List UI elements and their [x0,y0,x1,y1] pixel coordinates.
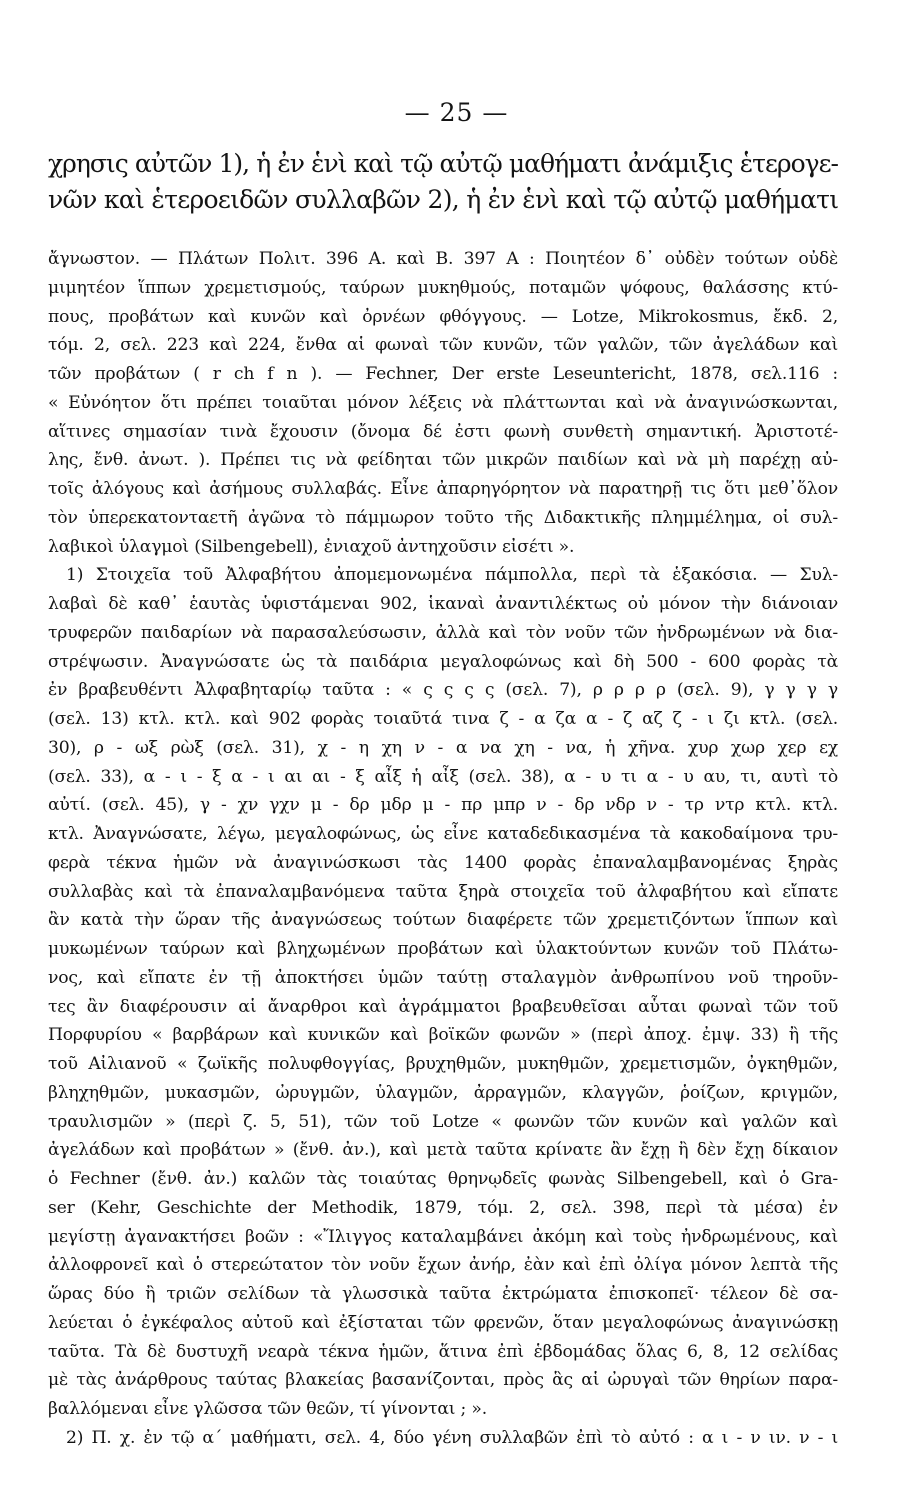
footnote-line: τὸν ὑπερεκατονταετῆ ἀγῶνα τὸ πάμμωρον τοῦτο τῆς Διδακτικῆς πλημμέλημα, οἱ συλ- [48,507,838,528]
footnote-line: τραυλισμῶν » (περὶ ζ. 5, 51), τῶν τοῦ Lotze « φωνῶν τῶν κυνῶν καὶ γαλῶν καὶ [48,1111,838,1132]
footnote-line: λαβαὶ δὲ καθ᾽ ἑαυτὰς ὑφιστάμεναι 902, ἱκαναὶ ἀναντιλέκτως οὐ μόνον τὴν διάνοιαν [48,594,838,614]
footnote-line: Πορφυρίου « βαρβάρων καὶ κυνικῶν καὶ βοϊκῶν φωνῶν » (περὶ ἀποχ. ἐμψ. 33) ἢ τῆς [48,1025,838,1046]
footnote-line: 30), ρ - ωξ ρὼξ (σελ. 31), χ - η χη ν - α να χη - να, ἡ χῆνα. χυρ χωρ χερ εχ [48,737,838,758]
footnote-line: « Εὐνόητον ὅτι πρέπει τοιαῦται μόνον λέξεις νὰ πλάττωνται καὶ νὰ ἀναγινώσκωνται, [48,392,838,413]
footnotes [48,245,838,1453]
footnote-line: τρυφερῶν παιδαρίων νὰ παρασαλεύσωσιν, ἀλλὰ καὶ τὸν νοῦν τῶν ἠνδρωμένων νὰ δια- [48,622,838,643]
footnote-line: μιμητέον ἵππων χρεμετισμούς, ταύρων μυκηθμούς, ποταμῶν ψόφους, θαλάσσης κτύ- [48,277,838,298]
footnote-line: (σελ. 13) κτλ. κτλ. καὶ 902 φορὰς τοιαῦτά τινα ζ - α ζα α - ζ αζ ζ - ι ζι κτλ. (σελ. [48,709,838,729]
footnote-line: τοῖς ἀλόγους καὶ ἀσήμους συλλαβάς. Εἶνε ἀπαρηγόρητον νὰ παρατηρῇ τις ὅτι μεθ᾽ὅλον [48,479,838,499]
footnote-line: ἂν κατὰ τὴν ὥραν τῆς ἀναγνώσεως τούτων διαφέρετε τῶν χρεμετιζόντων ἵππων καὶ [48,910,838,931]
footnote-line: ser (Kehr, Geschichte der Methodik, 1879, τόμ. 2, σελ. 398, περὶ τὰ μέσα) ἐν [48,1197,838,1218]
footnote-2-start: 2) Π. χ. ἐν τῷ α΄ μαθήματι, σελ. 4, δύο γένη συλλαβῶν ἐπὶ τὸ αὐτό : α ι - ν ιν. ν - ι [66,1427,838,1448]
footnote-line: ἀγελάδων καὶ προβάτων » (ἔνθ. ἀν.), καὶ μετὰ ταῦτα κρίνατε ἂν ἔχῃ ἢ δὲν ἔχῃ δίκαιον [48,1140,838,1161]
footnote-line: κτλ. Ἀναγνώσατε, λέγω, μεγαλοφώνως, ὡς εἶνε καταδεδικασμένα τὰ κακοδαίμονα τρυ- [48,824,838,844]
footnote-line: (σελ. 33), α - ι - ξ α - ι αι αι - ξ αἶξ ἡ αἶξ (σελ. 38), α - υ τι α - υ αυ, τι, αυτὶ τὸ [48,766,838,787]
footnote-line: βαλλόμεναι εἶνε γλῶσσα τῶν θεῶν, τί γίνονται ; ». [48,1399,487,1419]
main-text-line: χρησις αὐτῶν 1), ἡ ἐν ἑνὶ καὶ τῷ αὐτῷ μαθήματι ἀνάμιξις ἑτερογε- [48,149,838,178]
footnote-line: λεύεται ὁ ἐγκέφαλος αὐτοῦ καὶ ἐξίσταται τῶν φρενῶν, ὅταν μεγαλοφώνως ἀναγινώσκῃ [48,1312,838,1333]
footnote-line: ἄγνωστον. — Πλάτων Πολιτ. 396 Α. καὶ Β. 397 Α : Ποιητέον δ᾽ οὐδὲν τούτων οὐδὲ [48,249,838,269]
footnote-line: λης, ἔνθ. ἀνωτ. ). Πρέπει τις νὰ φείδηται τῶν μικρῶν παιδίων καὶ νὰ μὴ παρέχῃ αὐ- [48,450,838,471]
page-number: — 25 — [404,98,509,127]
footnote-line: τόμ. 2, σελ. 223 καὶ 224, ἔνθα αἱ φωναὶ τῶν κυνῶν, τῶν γαλῶν, τῶν ἀγελάδων καὶ [48,335,838,356]
footnote-line: ὁ Fechner (ἔνθ. ἀν.) καλῶν τὰς τοιαύτας θρηνῳδεῖς φωνὰς Silbengebell, καὶ ὁ Gra- [48,1169,838,1189]
footnote-line: λαβικοὶ ὑλαγμοὶ (Silbengebell), ἐνιαχοῦ ἀντηχοῦσιν εἰσέτι ». [48,536,575,557]
footnote-line: ἐν βραβευθέντι Ἀλφαβηταρίῳ ταῦτα : « ς ς ς ς (σελ. 7), ρ ρ ρ ρ (σελ. 9), γ γ γ γ [48,680,838,701]
footnote-line: αὐτί. (σελ. 45), γ - χν γχν μ - δρ μδρ μ - πρ μπρ ν - δρ νδρ ν - τρ ντρ κτλ. κτλ. [48,795,838,816]
footnote-line: πους, προβάτων καὶ κυνῶν καὶ ὀρνέων φθόγγους. — Lotze, Mikrokosmus, ἔκδ. 2, [48,306,838,327]
footnote-line: φερὰ τέκνα ἡμῶν νὰ ἀναγινώσκωσι τὰς 1400 φορὰς ἐπαναλαμβανομένας ξηρὰς [48,852,838,873]
footnote-line: ὥρας δύο ἢ τριῶν σελίδων τὰ γλωσσικὰ ταῦτα ἐκτρώματα ἐπισκοπεῖ· τέλεον δὲ σα- [48,1284,838,1304]
footnote-line: τες ἂν διαφέρουσιν αἱ ἄναρθροι καὶ ἀγράμματοι βραβευθεῖσαι αὗται φωναὶ τῶν τοῦ [48,996,838,1017]
footnote-line: τῶν προβάτων ( r ch f n ). — Fechner, Der erste Leseuntericht, 1878, σελ.116 : [48,364,838,384]
footnote-line: συλλαβὰς καὶ τὰ ἐπαναλαμβανόμενα ταῦτα ξηρὰ στοιχεῖα τοῦ ἀλφαβήτου καὶ εἴπατε [48,881,838,902]
footnote-line: μὲ τὰς ἀνάρθρους ταύτας βλακείας βασανίζονται, πρὸς ἃς αἱ ὠρυγαὶ τῶν θηρίων παρα- [48,1370,838,1391]
footnote-line: τοῦ Αἰλιανοῦ « ζωϊκῆς πολυφθογγίας, βρυχηθμῶν, μυκηθμῶν, χρεμετισμῶν, ὀγκηθμῶν, [48,1054,838,1074]
footnote-line: νος, καὶ εἴπατε ἐν τῇ ἀποκτήσει ὑμῶν ταύτῃ σταλαγμὸν ἀνθρωπίνου νοῦ τηροῦν- [48,967,838,988]
footnote-line: μεγίστῃ ἀγανακτήσει βοῶν : «Ἴλιγγος καταλαμβάνει ἀκόμη καὶ τοὺς ἠνδρωμένους, καὶ [48,1226,838,1247]
footnote-line: στρέψωσιν. Ἀναγνώσατε ὡς τὰ παιδάρια μεγαλοφώνως καὶ δὴ 500 - 600 φορὰς τὰ [48,651,838,672]
main-text [48,146,838,218]
main-text-line: νῶν καὶ ἑτεροειδῶν συλλαβῶν 2), ἡ ἐν ἑνὶ καὶ τῷ αὐτῷ μαθήματι [48,185,839,214]
footnote-line: ἀλλοφρονεῖ καὶ ὁ στερεώτατον τὸν νοῦν ἔχων ἀνήρ, ἐὰν καὶ ἐπὶ ὀλίγα μόνον λεπτὰ τῆς [48,1255,838,1276]
footnote-1-start: 1) Στοιχεῖα τοῦ Ἀλφαβήτου ἀπομεμονωμένα πάμπολλα, περὶ τὰ ἑξακόσια. — Συλ- [66,565,838,586]
footnote-line: ταῦτα. Τὰ δὲ δυστυχῆ νεαρὰ τέκνα ἡμῶν, ἅτινα ἐπὶ ἑβδομάδας ὅλας 6, 8, 12 σελίδας [48,1341,838,1362]
footnote-line: βληχηθμῶν, μυκασμῶν, ὠρυγμῶν, ὑλαγμῶν, ἀρραγμῶν, κλαγγῶν, ῥοίζων, κριγμῶν, [48,1082,838,1103]
footnote-line: μυκωμένων ταύρων καὶ βληχωμένων προβάτων καὶ ὑλακτούντων κυνῶν τοῦ Πλάτω- [48,939,838,959]
footnote-line: αἵτινες σημασίαν τινὰ ἔχουσιν (ὄνομα δέ ἐστι φωνὴ συνθετὴ σημαντική. Ἀριστοτέ- [48,421,838,442]
